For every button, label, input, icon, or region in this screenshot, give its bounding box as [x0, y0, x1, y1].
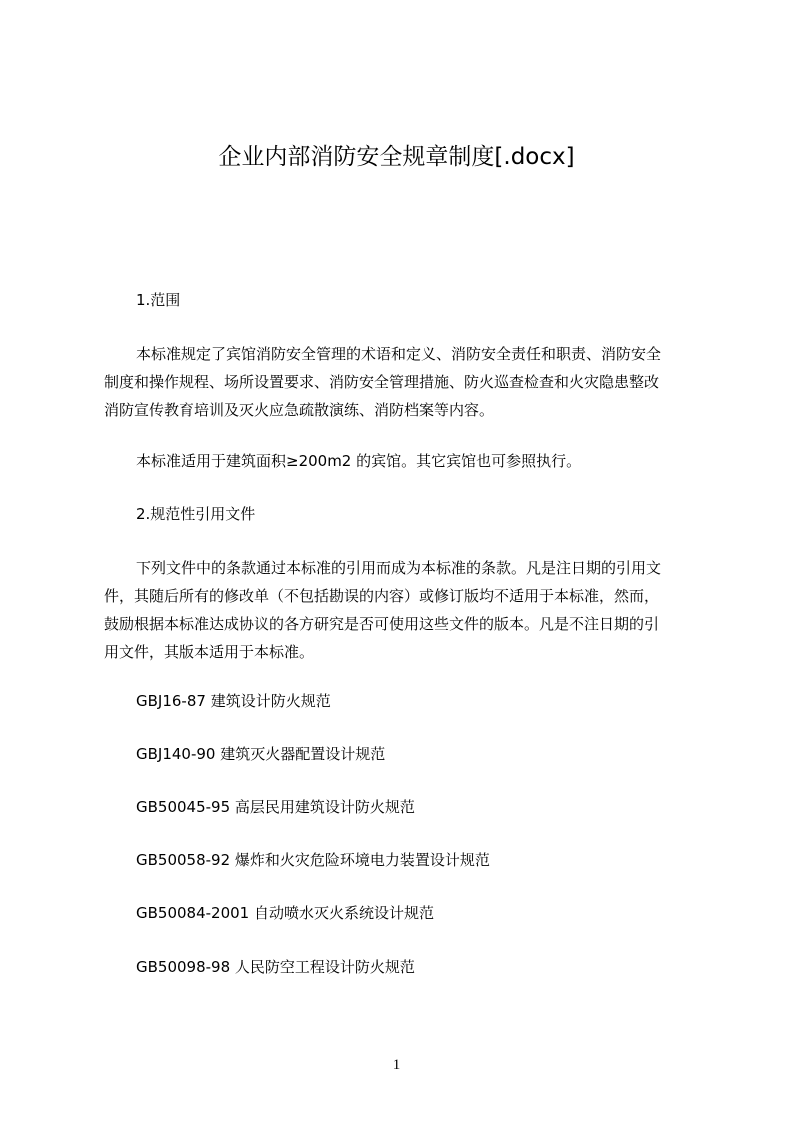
paragraph-line: 件，其随后所有的修改单（不包括勘误的内容）或修订版均不适用于本标准，然而，: [104, 587, 660, 605]
paragraph-line: 下列文件中的条款通过本标准的引用而成为本标准的条款。凡是注日期的引用文: [136, 559, 662, 577]
paragraph-line: 消防宣传教育培训及灭火应急疏散演练、消防档案等内容。: [104, 401, 495, 419]
page-number: 1: [392, 1057, 401, 1073]
reference-item: GB50045-95 高层民用建筑设计防火规范: [136, 798, 415, 816]
reference-item: GB50058-92 爆炸和火灾危险环境电力装置设计规范: [136, 851, 490, 869]
reference-item: GB50098-98 人民防空工程设计防火规范: [136, 958, 415, 976]
scope-paragraph-1: [104, 340, 700, 424]
reference-item: GBJ140-90 建筑灭火器配置设计规范: [136, 745, 386, 763]
reference-item: GB50084-2001 自动喷水灭火系统设计规范: [136, 904, 434, 922]
normative-references-paragraph: [104, 554, 700, 666]
document-title: 企业内部消防安全规章制度[.docx]: [218, 144, 575, 170]
scope-paragraph-2: 本标准适用于建筑面积≥200m2 的宾馆。其它宾馆也可参照执行。: [136, 452, 582, 470]
paragraph-line: 制度和操作规程、场所设置要求、消防安全管理措施、防火巡查检查和火灾隐患整改: [104, 373, 660, 391]
paragraph-line: 鼓励根据本标准达成协议的各方研究是否可使用这些文件的版本。凡是不注日期的引: [104, 615, 660, 633]
paragraph-line: 本标准规定了宾馆消防安全管理的术语和定义、消防安全责任和职责、消防安全: [136, 345, 662, 363]
section-heading-scope: 1.范围: [136, 291, 181, 309]
reference-item: GBJ16-87 建筑设计防火规范: [136, 692, 331, 710]
paragraph-line: 用文件，其版本适用于本标准。: [104, 643, 315, 661]
section-heading-normative-references: 2.规范性引用文件: [136, 505, 256, 523]
